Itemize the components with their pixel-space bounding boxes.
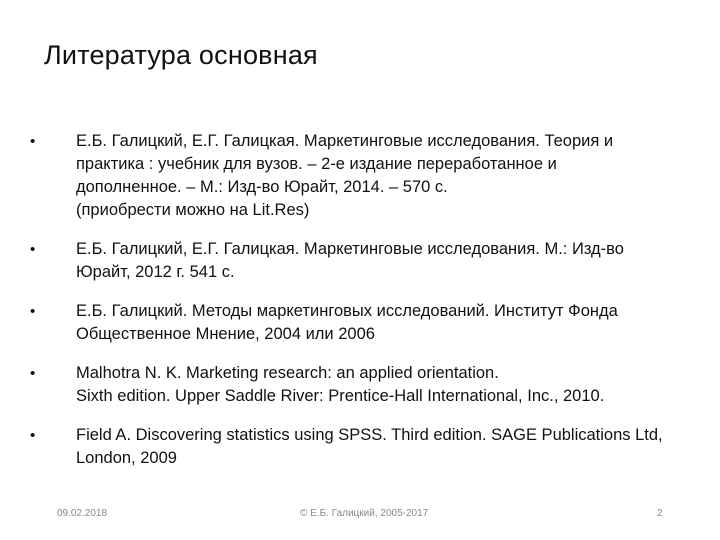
- bullet-icon: •: [30, 241, 36, 258]
- bullet-icon: •: [30, 365, 36, 382]
- bullet-icon: •: [30, 133, 36, 150]
- reference-line: Е.Б. Галицкий. Методы маркетинговых исследований. Институт Фонда: [76, 302, 618, 320]
- reference-line: Е.Б. Галицкий, Е.Г. Галицкая. Маркетинговые исследования. М.: Изд-во: [76, 240, 624, 258]
- reference-line: Field A. Discovering statistics using SPSS. Third edition. SAGE Publications Ltd,: [76, 426, 663, 444]
- reference-line: (приобрести можно на Lit.Res): [76, 201, 310, 219]
- reference-line: Юрайт, 2012 г. 541 с.: [76, 263, 235, 281]
- reference-line: London, 2009: [76, 449, 177, 467]
- reference-item: [0, 424, 720, 470]
- reference-line: дополненное. – М.: Изд-во Юрайт, 2014. – 570 с.: [76, 178, 448, 196]
- page-number: 2: [657, 508, 663, 519]
- bullet-icon: •: [30, 303, 36, 320]
- reference-line: Е.Б. Галицкий, Е.Г. Галицкая. Маркетинговые исследования. Теория и: [76, 132, 614, 150]
- reference-line: Malhotra N. K. Marketing research: an applied orientation.: [76, 364, 499, 382]
- reference-line: практика : учебник для вузов. – 2-е издание переработанное и: [76, 155, 557, 173]
- reference-item: [0, 238, 720, 284]
- reference-list: [0, 130, 720, 486]
- reference-line: Общественное Мнение, 2004 или 2006: [76, 325, 375, 343]
- footer-copyright: © Е.Б. Галицкий, 2005-2017: [300, 508, 429, 519]
- reference-line: Sixth edition. Upper Saddle River: Prentice-Hall International, Inc., 2010.: [76, 387, 605, 405]
- bullet-icon: •: [30, 427, 36, 444]
- reference-item: [0, 130, 720, 222]
- reference-item: [0, 300, 720, 346]
- slide-title: Литература основная: [44, 40, 318, 70]
- footer-date: 09.02.2018: [57, 508, 108, 519]
- reference-item: [0, 362, 720, 408]
